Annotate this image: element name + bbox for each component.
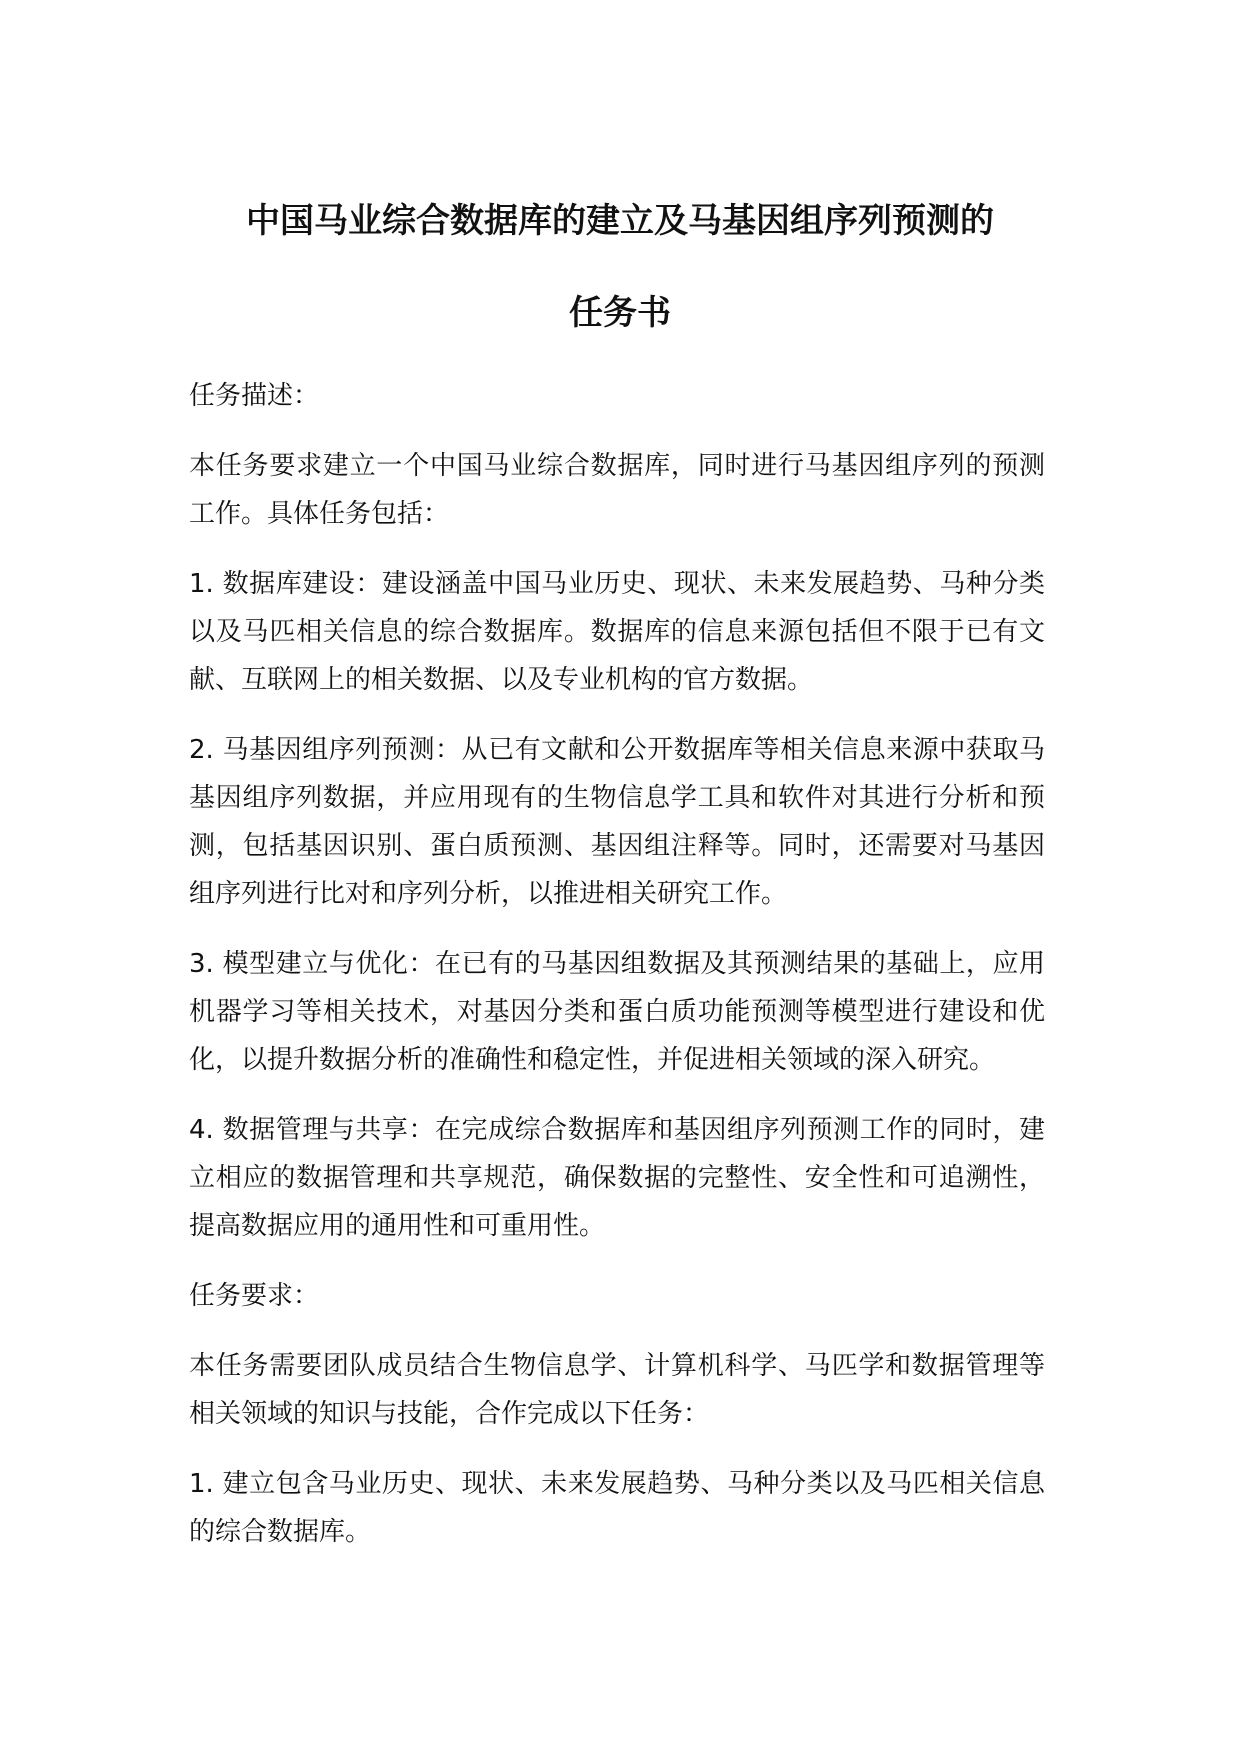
paragraph-requirement-1: 1. 建立包含马业历史、现状、未来发展趋势、马种分类以及马匹相关信息的综合数据库。 bbox=[189, 1469, 1045, 1547]
document-body bbox=[189, 372, 1045, 1578]
document-title bbox=[190, 175, 1050, 359]
title-line-1: 中国马业综合数据库的建立及马基因组序列预测的 bbox=[246, 201, 994, 241]
paragraph-item-2: 2. 马基因组序列预测：从已有文献和公开数据库等相关信息来源中获取马基因组序列数据，并应用现有的生物信息学工具和软件对其进行分析和预测，包括基因识别、蛋白质预测、基因组注释等。同时，还需要对马基因组序列进行比对和序列分析，以推进相关研究工作。 bbox=[189, 735, 1045, 909]
paragraph-intro: 本任务要求建立一个中国马业综合数据库，同时进行马基因组序列的预测工作。具体任务包括： bbox=[189, 451, 1045, 529]
title-line-2: 任务书 bbox=[569, 293, 671, 333]
paragraph-item-3: 3. 模型建立与优化：在已有的马基因组数据及其预测结果的基础上，应用机器学习等相关技术，对基因分类和蛋白质功能预测等模型进行建设和优化，以提升数据分析的准确性和稳定性，并促进相关领域的深入研究。 bbox=[189, 949, 1045, 1075]
paragraph-item-1: 1. 数据库建设：建设涵盖中国马业历史、现状、未来发展趋势、马种分类以及马匹相关信息的综合数据库。数据库的信息来源包括但不限于已有文献、互联网上的相关数据、以及专业机构的官方数据。 bbox=[189, 569, 1045, 695]
section-heading-task-description: 任务描述： bbox=[189, 381, 320, 411]
paragraph-requirements-intro: 本任务需要团队成员结合生物信息学、计算机科学、马匹学和数据管理等相关领域的知识与技能，合作完成以下任务： bbox=[189, 1351, 1045, 1429]
paragraph-item-4: 4. 数据管理与共享：在完成综合数据库和基因组序列预测工作的同时，建立相应的数据管理和共享规范，确保数据的完整性、安全性和可追溯性，提高数据应用的通用性和可重用性。 bbox=[189, 1115, 1045, 1241]
section-heading-task-requirements: 任务要求： bbox=[189, 1281, 320, 1311]
